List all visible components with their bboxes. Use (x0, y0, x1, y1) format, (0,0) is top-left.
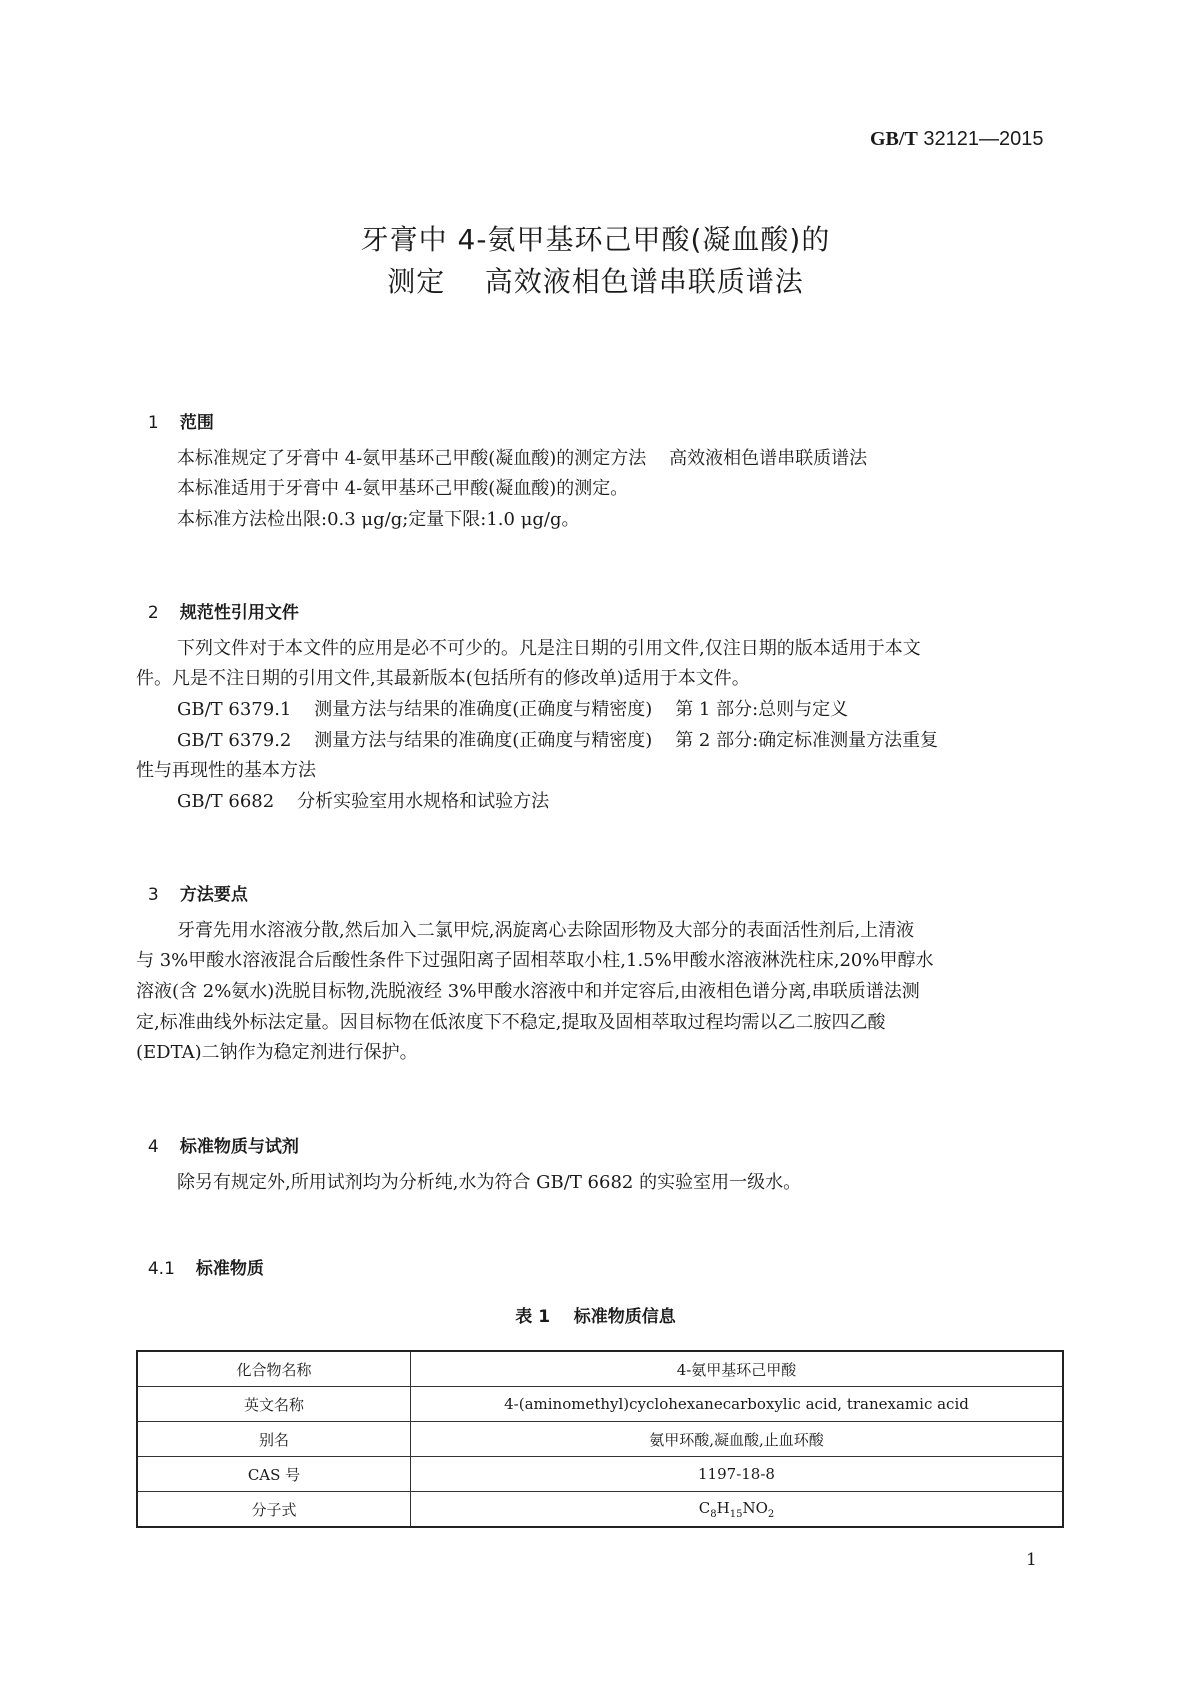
table-row (137, 1422, 1063, 1457)
s1-paragraph-1: 本标准规定了牙膏中 4-氨甲基环己甲酸(凝血酸)的测定方法 高效液相色谱串联质谱法 (177, 448, 868, 469)
table-value-cell: 氨甲环酸,凝血酸,止血环酸 (411, 1422, 1064, 1457)
table-row (137, 1387, 1063, 1422)
s3-line-2: 与 3%甲酸水溶液混合后酸性条件下过强阳离子固相萃取小柱,1.5%甲酸水溶液淋洗柱床,20%甲醇水 (136, 950, 934, 971)
table-1-caption: 表 1 标准物质信息 (515, 1307, 676, 1327)
formula-h-count: 15 (729, 1508, 743, 1520)
s2-reference-1: GB/T 6379.1 测量方法与结果的准确度(正确度与精密度) 第 1 部分:总则与定义 (177, 699, 849, 720)
standard-code (870, 128, 1043, 151)
table-key-cell: 分子式 (137, 1492, 411, 1528)
table-value-cell: 4-氨甲基环己甲酸 (411, 1351, 1064, 1387)
s2-reference-2b: 性与再现性的基本方法 (136, 760, 316, 781)
s1-paragraph-2: 本标准适用于牙膏中 4-氨甲基环己甲酸(凝血酸)的测定。 (177, 478, 629, 499)
section-1-heading (136, 388, 214, 433)
formula-no: NO (742, 1498, 768, 1517)
section-4-1-title: 标准物质 (195, 1259, 264, 1279)
table-row (137, 1492, 1063, 1528)
table-key-cell: 别名 (137, 1422, 411, 1457)
table-value-cell: 1197-18-8 (411, 1457, 1064, 1492)
table-key-cell: 英文名称 (137, 1387, 411, 1422)
section-3-heading (136, 860, 248, 905)
section-2-number: 2 (147, 603, 159, 623)
section-4-title: 标准物质与试剂 (179, 1137, 299, 1157)
section-3-title: 方法要点 (179, 885, 248, 905)
s2-reference-2a: GB/T 6379.2 测量方法与结果的准确度(正确度与精密度) 第 2 部分:确定标准测量方法重复 (177, 730, 939, 751)
section-4-1-number: 4.1 (147, 1259, 175, 1279)
section-2-title: 规范性引用文件 (179, 603, 299, 623)
table-row (137, 1351, 1063, 1387)
section-2-heading (136, 578, 299, 623)
standard-number: 32121—2015 (923, 128, 1044, 150)
section-4-1-heading (136, 1234, 264, 1279)
document-title-line2: 测定 高效液相色谱串联质谱法 (387, 265, 804, 298)
s2-reference-3: GB/T 6682 分析实验室用水规格和试验方法 (177, 791, 550, 812)
table-key-cell: CAS 号 (137, 1457, 411, 1492)
standard-substance-table (136, 1350, 1064, 1528)
s2-paragraph-1a: 下列文件对于本文件的应用是必不可少的。凡是注日期的引用文件,仅注日期的版本适用于本文 (177, 638, 921, 659)
formula-h: H (716, 1498, 730, 1517)
section-4-number: 4 (147, 1137, 159, 1157)
formula-c-count: 8 (710, 1508, 717, 1520)
s3-line-1: 牙膏先用水溶液分散,然后加入二氯甲烷,涡旋离心去除固形物及大部分的表面活性剂后,上清液 (177, 920, 915, 941)
formula-o-count: 2 (767, 1508, 775, 1520)
page-number: 1 (1026, 1550, 1037, 1570)
table-row (137, 1457, 1063, 1492)
table-key-cell: 化合物名称 (137, 1351, 411, 1387)
s3-line-4: 定,标准曲线外标法定量。因目标物在低浓度下不稳定,提取及固相萃取过程均需以乙二胺四乙酸 (136, 1012, 886, 1033)
s3-line-5: (EDTA)二钠作为稳定剂进行保护。 (136, 1042, 418, 1063)
section-1-title: 范围 (179, 413, 214, 433)
table-value-cell: 4-(aminomethyl)cyclohexanecarboxylic acid, tranexamic acid (411, 1387, 1064, 1422)
s3-line-3: 溶液(含 2%氨水)洗脱目标物,洗脱液经 3%甲酸水溶液中和并定容后,由液相色谱分离,串联质谱法测 (136, 981, 920, 1002)
section-4-heading (136, 1112, 299, 1157)
section-1-number: 1 (147, 413, 159, 433)
standard-prefix: GB/T (870, 128, 918, 150)
document-title-line1: 牙膏中 4-氨甲基环己甲酸(凝血酸)的 (360, 223, 831, 256)
s4-paragraph-1: 除另有规定外,所用试剂均为分析纯,水为符合 GB/T 6682 的实验室用一级水。 (177, 1172, 802, 1193)
s2-paragraph-1b: 件。凡是不注日期的引用文件,其最新版本(包括所有的修改单)适用于本文件。 (136, 668, 750, 689)
formula-c: C (698, 1498, 711, 1517)
molecular-formula-cell (411, 1492, 1064, 1528)
section-3-number: 3 (147, 885, 159, 905)
s1-paragraph-3: 本标准方法检出限:0.3 μg/g;定量下限:1.0 μg/g。 (177, 509, 580, 530)
